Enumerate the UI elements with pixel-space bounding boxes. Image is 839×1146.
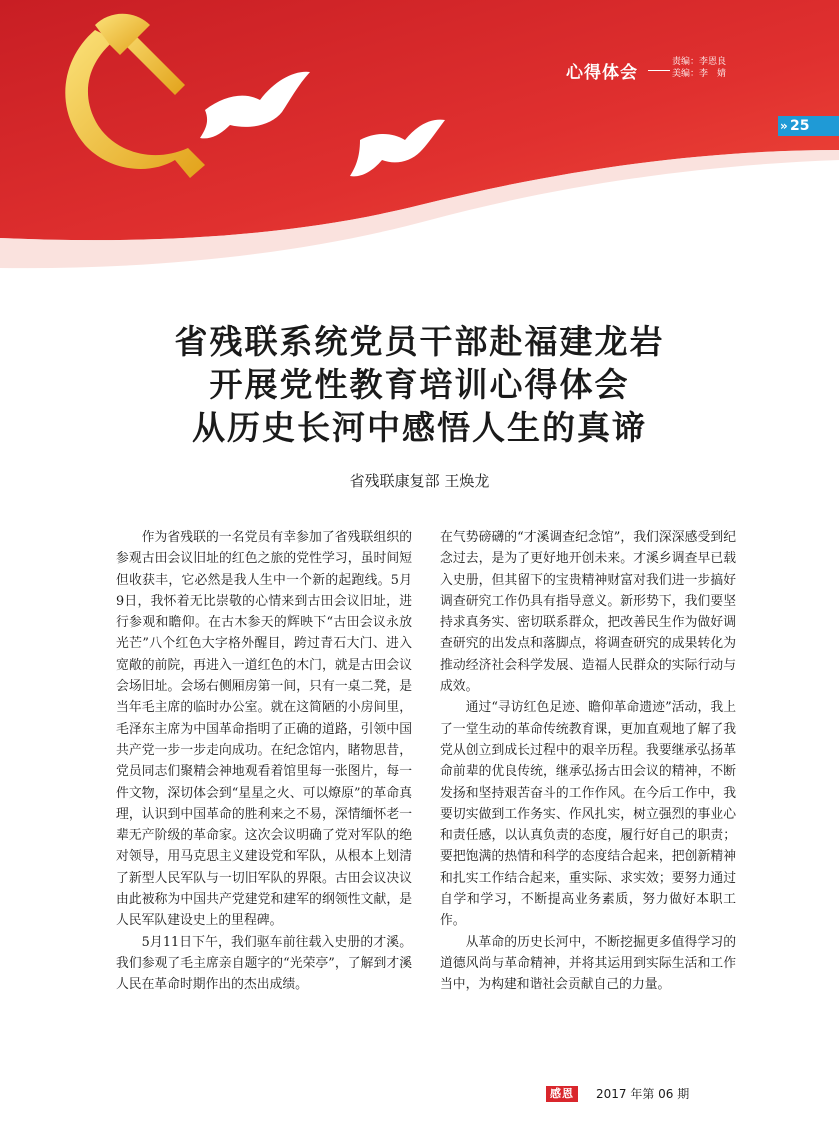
editor-credits bbox=[672, 56, 726, 80]
body-column-left bbox=[116, 527, 412, 996]
article-author: 省残联康复部 王焕龙 bbox=[349, 472, 490, 490]
chevron-right-icon: » bbox=[780, 119, 788, 133]
paragraph-continued: 在气势磅礴的“才溪调查纪念馆”，我们深深感受到纪念过去，是为了更好地开创未来。才溪乡调查早已载入史册，但其留下的宝贵精神财富对我们进一步搞好调查研究工作仍具有指导意义。新形势下，我们要坚持求真务实、密切联系群众，把改善民生作为做好调查研究的出发点和落脚点，将调查研究的成果转化为推动经济社会科学发展、造福人民群众的实际行动与成效。 bbox=[440, 530, 736, 695]
body-column-right bbox=[440, 527, 736, 996]
article-title bbox=[0, 320, 839, 449]
paragraph: 作为省残联的一名党员有幸参加了省残联组织的参观古田会议旧址的红色之旅的党性学习，虽时间短但收获丰，它必然是我人生中一个新的起跑线。5月9日，我怀着无比崇敬的心情来到古田会议旧址，进行参观和瞻仰。在古木参天的辉映下“古田会议永放光芒”八个红色大字格外醒目，跨过青石大门、进入宽敞的前院，再进入一道红色的木门，就是古田会议会场旧址。会场右侧厢房第一间，只有一桌二凳，是当年毛主席的临时办公室。就在这简陋的小房间里，毛泽东主席为中国革命指明了正确的道路，引领中国共产党一步一步走向成功。在纪念馆内，睹物思昔，党员同志们聚精会神地观看着馆里每一张图片，每一件文物，深切体会到“星星之火、可以燎原”的革命真理，认识到中国革命的胜利来之不易，深情缅怀老一辈无产阶级的革命家。这次会议明确了党对军队的绝对领导，用马克思主义建设党和军队，从根本上划清了新型人民军队与一切旧军队的界限。古田会议决议由此被称为中国共产党建党和建军的纲领性文献，是人民军队建设史上的里程碑。 bbox=[116, 530, 412, 929]
editor-line: 责编：李恩良 bbox=[672, 57, 727, 67]
title-line-2: 开展党性教育培训心得体会 bbox=[209, 365, 630, 404]
page-number: 25 bbox=[790, 118, 810, 134]
section-tag: 心得体会 bbox=[566, 63, 638, 83]
paragraph: 5月11日下午，我们驱车前往载入史册的才溪。我们参观了毛主席亲自题字的“光荣亭”，了解到才溪人民在革命时期作出的杰出成绩。 bbox=[116, 934, 412, 993]
paragraph: 从革命的历史长河中，不断挖掘更多值得学习的道德风尚与革命精神，并将其运用到实际生活和工作当中，为构建和谐社会贡献自己的力量。 bbox=[440, 934, 736, 993]
paragraph: 通过“寻访红色足迹、瞻仰革命遗迹”活动，我上了一堂生动的革命传统教育课，更加直观地了解了我党从创立到成长过程中的艰辛历程。我要继承弘扬革命前辈的优良传统，继承弘扬古田会议的精神，不断发扬和坚持艰苦奋斗的工作作风。在今后工作中，我要切实做到工作务实、作风扎实，树立强烈的事业心和责任感，以认真负责的态度，履行好自己的职责；要把饱满的热情和科学的态度结合起来，把创新精神和扎实工作结合起来，重实际、求实效；要努力通过自学和学习，不断提高业务素质，努力做好本职工作。 bbox=[440, 700, 736, 929]
red-banner-graphic bbox=[0, 0, 839, 290]
title-line-1: 省残联系统党员干部赴福建龙岩 bbox=[174, 322, 665, 361]
issue-label: 2017 年第 06 期 bbox=[596, 1087, 690, 1101]
section-divider bbox=[648, 70, 670, 71]
magazine-logo: 感恩 bbox=[546, 1086, 578, 1102]
header-banner bbox=[0, 0, 839, 290]
designer-line: 美编：李 婧 bbox=[672, 69, 727, 79]
page-number-tab bbox=[778, 116, 839, 136]
title-line-3: 从历史长河中感悟人生的真谛 bbox=[192, 408, 647, 447]
